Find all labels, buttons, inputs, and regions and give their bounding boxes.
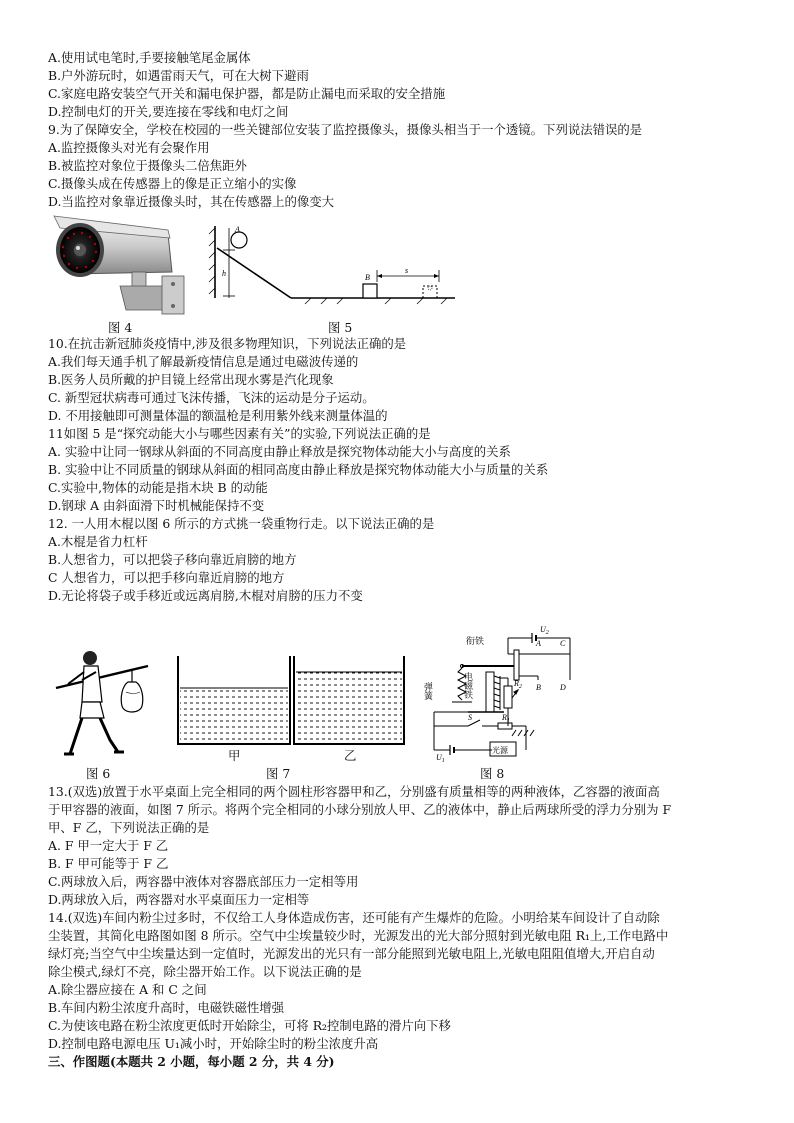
q10-option-b: B.医务人员所戴的护目镜上经常出现水雾是汽化现象	[48, 372, 334, 387]
q12-option-d: D.无论将袋子或手移近或远离肩膀,木棍对肩膀的压力不变	[48, 588, 363, 603]
q8-option-d: D.控制电灯的开关,要连接在零线和电灯之间	[48, 104, 289, 119]
q14-option-b: B.车间内粉尘浓度升高时，电磁铁磁性增强	[48, 1000, 285, 1015]
figure-6-caption: 图 6	[86, 766, 111, 781]
q10-option-a: A.我们每天通手机了解最新疫情信息是通过电磁波传递的	[48, 354, 359, 369]
fig5-label-b: B	[365, 273, 370, 282]
q14-line-4: 除尘模式,绿灯不亮，除尘器开始工作。以下说法正确的是	[48, 964, 362, 979]
q13-option-b: B. F 甲可能等于 F 乙	[48, 856, 169, 871]
q11-option-c: C.实验中,物体的动能是指木块 B 的动能	[48, 480, 268, 495]
fig5-label-s: s	[405, 266, 409, 275]
q11-option-b: B. 实验中让不同质量的钢球从斜面的相同高度由静止释放是探究物体动能大小与质量的关系	[48, 462, 549, 477]
q13-option-d: D.两球放入后，两容器对水平桌面压力一定相等	[48, 892, 310, 907]
fig8-spring-label: 弹簧	[423, 682, 433, 700]
q8-option-b: B.户外游玩时，如遇雷雨天气，可在大树下避雨	[48, 68, 309, 83]
q10-stem: 10.在抗击新冠肺炎疫情中,涉及很多物理知识，下列说法正确的是	[48, 336, 407, 351]
figure-8-caption: 图 8	[480, 766, 505, 781]
figure-6-man-with-stick	[52, 644, 152, 762]
q9-stem: 9.为了保障安全，学校在校园的一些关键部位安装了监控摄像头，摄像头相当于一个透镜。下列说法错误的是	[48, 122, 643, 137]
q13-line-1: 13.(双选)放置于水平桌面上完全相同的两个圆柱形容器甲和乙，分别盛有质量相等的两种液体，乙容器的液面高	[48, 784, 660, 799]
section-3-heading: 三、作图题(本题共 2 小题，每小题 2 分，共 4 分)	[48, 1054, 335, 1069]
fig8-label-A: A	[536, 639, 541, 648]
figure-8-circuit	[422, 625, 582, 764]
fig8-light-source-label: 光源	[492, 746, 508, 755]
fig8-electromagnet-label: 电磁铁	[463, 672, 473, 699]
fig8-label-r1: $R_1$	[502, 713, 510, 724]
q14-option-a: A.除尘器应接在 A 和 C 之间	[48, 982, 207, 997]
fig5-label-a: A	[235, 225, 240, 234]
q8-option-a: A.使用试电笔时,手要接触笔尾金属体	[48, 50, 251, 65]
q12-stem: 12. 一人用木棍以图 6 所示的方式挑一袋重物行走。以下说法正确的是	[48, 516, 435, 531]
fig8-label-r2: $R_2$	[514, 679, 522, 690]
fig8-label-s: S	[468, 713, 472, 722]
figure-5-ramp	[205, 222, 465, 304]
q13-option-c: C.两球放入后，两容器中液体对容器底部压力一定相等用	[48, 874, 359, 889]
figure-7-containers	[172, 652, 408, 752]
q14-option-c: C.为使该电路在粉尘浓度更低时开始除尘，可将 R₂控制电路的滑片向下移	[48, 1018, 451, 1033]
fig5-label-h: h	[222, 269, 226, 278]
q14-line-3: 绿灯亮;当空气中尘埃量达到一定值时，光源发出的光只有一部分能照到光敏电阻上,光敏电阻阻值增大,开启自动	[48, 946, 655, 961]
fig8-armature-label: 衔铁	[466, 636, 485, 646]
q11-option-a: A. 实验中让同一钢球从斜面的不同高度由静止释放是探究物体动能大小与高度的关系	[48, 444, 511, 459]
q9-option-a: A.监控摄像头对光有会聚作用	[48, 140, 210, 155]
q13-line-2: 于甲容器的液面，如图 7 所示。将两个完全相同的小球分别放人甲、乙的液体中，静止后两球所受的浮力分别为 F	[48, 802, 672, 817]
q8-option-c: C.家庭电路安装空气开关和漏电保护器，都是防止漏电而采取的安全措施	[48, 86, 446, 101]
figure-7-label-yi: 乙	[344, 748, 357, 763]
fig8-label-u2: $U_2$	[540, 625, 549, 636]
q12-option-c: C 人想省力，可以把手移向靠近肩膀的地方	[48, 570, 285, 585]
q14-line-2: 尘装置，其简化电路图如图 8 所示。空气中尘埃量较少时，光源发出的光大部分照射到光敏电阻 R₁上,工作电路中	[48, 928, 669, 943]
fig8-label-C: C	[560, 639, 566, 648]
q11-stem: 11如图 5 是“探究动能大小与哪些因素有关”的实验,下列说法正确的是	[48, 426, 431, 441]
fig8-label-D: D	[560, 683, 566, 692]
figure-4-camera	[48, 212, 188, 316]
q10-option-d: D. 不用接触即可测量体温的额温枪是利用紫外线来测量体温的	[48, 408, 388, 423]
q13-line-3: 甲、F 乙，下列说法正确的是	[48, 820, 210, 835]
q10-option-c: C. 新型冠状病毒可通过飞沫传播，飞沫的运动是分子运动。	[48, 390, 375, 405]
q14-line-1: 14.(双选)车间内粉尘过多时，不仅给工人身体造成伤害，还可能有产生爆炸的危险。小明给某车间设计了自动除	[48, 910, 660, 925]
q9-option-d: D.当监控对象靠近摄像头时，其在传感器上的像变大	[48, 194, 335, 209]
figure-4-caption: 图 4	[108, 320, 133, 335]
q14-option-d: D.控制电路电源电压 U₁减小时，开始除尘时的粉尘浓度升高	[48, 1036, 379, 1051]
q11-option-d: D.钢球 A 由斜面滑下时机械能保持不变	[48, 498, 265, 513]
fig8-label-B: B	[536, 683, 541, 692]
q12-option-a: A.木棍是省力杠杆	[48, 534, 148, 549]
q12-option-b: B.人想省力，可以把袋子移向靠近肩膀的地方	[48, 552, 297, 567]
figure-5-caption: 图 5	[328, 320, 353, 335]
fig8-label-u1: $U_1$	[436, 753, 445, 764]
q9-option-b: B.被监控对象位于摄像头二倍焦距外	[48, 158, 247, 173]
q9-option-c: C.摄像头成在传感器上的像是正立缩小的实像	[48, 176, 297, 191]
figure-7-caption: 图 7	[266, 766, 291, 781]
q13-option-a: A. F 甲一定大于 F 乙	[48, 838, 169, 853]
figure-7-label-jia: 甲	[228, 748, 241, 763]
